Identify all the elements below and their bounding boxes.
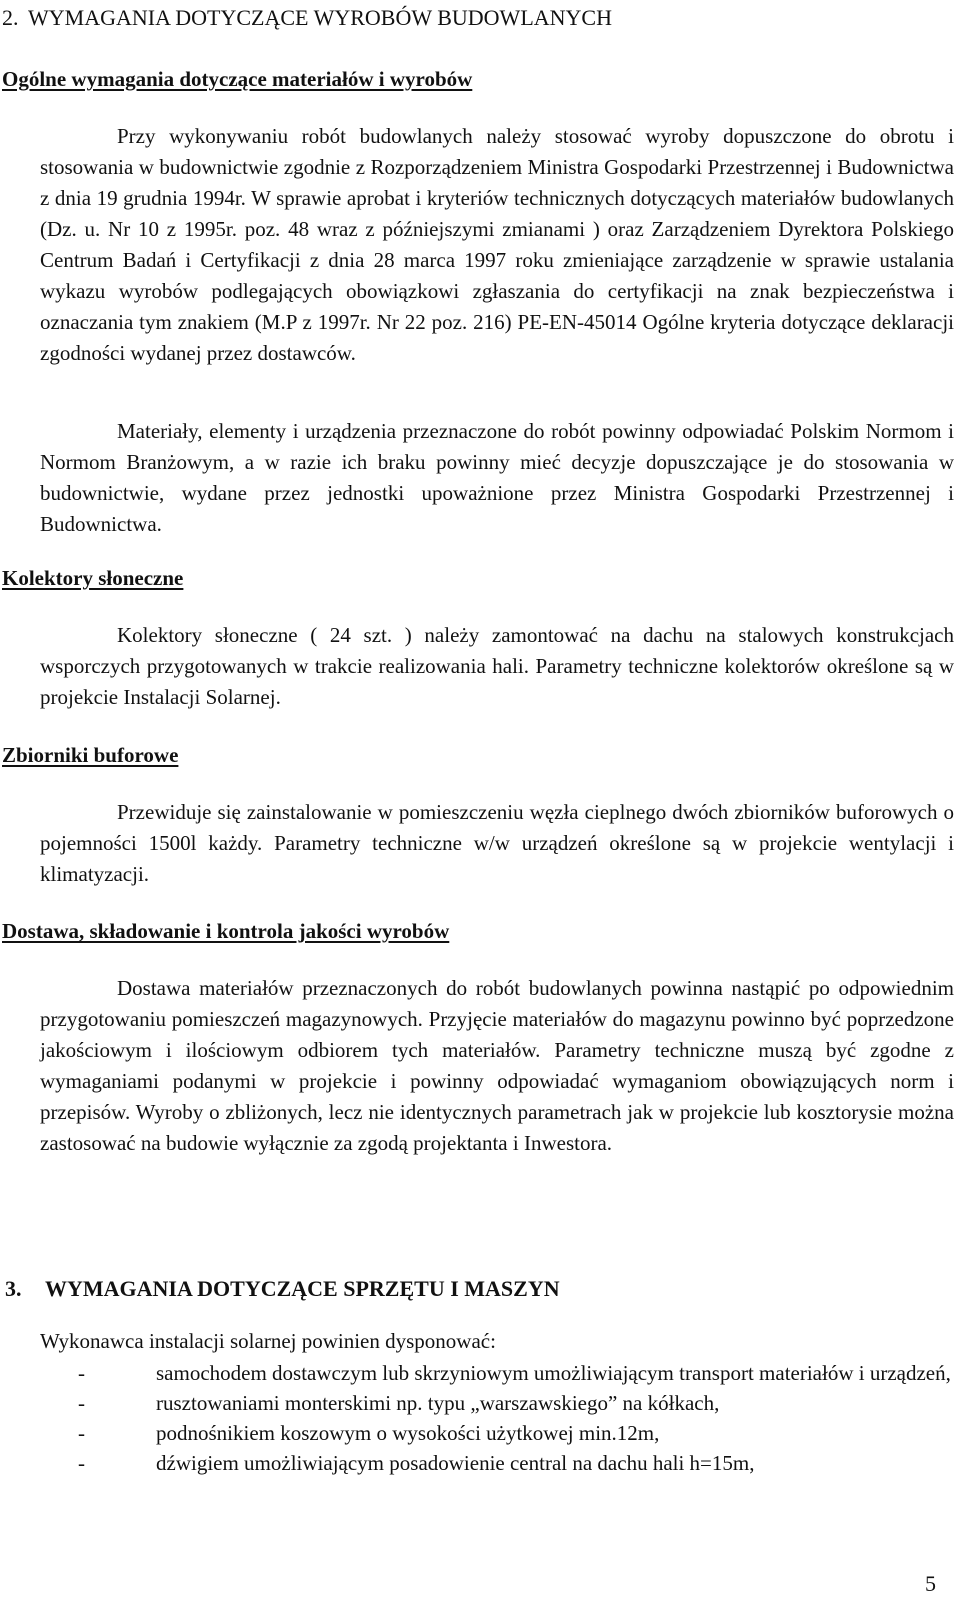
delivery-heading: Dostawa, składowanie i kontrola jakości wyrobów: [2, 919, 450, 943]
page-number: 5: [925, 1571, 936, 1596]
equipment-intro: Wykonawca instalacji solarnej powinien dysponować:: [40, 1329, 496, 1353]
solar-collectors-heading: Kolektory słoneczne: [2, 566, 184, 590]
general-requirements-heading: Ogólne wymagania dotyczące materiałów i wyrobów: [2, 67, 473, 91]
general-requirements-paragraph-1: Przy wykonywaniu robót budowlanych należy stosować wyroby dopuszczone do obrotu i stosowania w budownictwie zgodnie z Rozporządzeniem Ministra Gospodarki Przestrzennej i Budownictwa z dnia 19 grudnia 1994r. W sprawie aprobat i kryteriów technicznych dotyczących materiałów budowlanych (Dz. u. Nr 10 z 1995r. poz. 48 wraz z późniejszymi zmianami ) oraz Zarządzeniem Dyrektora Polskiego Centrum Badań i Certyfikacji z dnia 28 marca 1997 roku zmieniające zarządzenie w sprawie ustalania wykazu wyrobów podlegających obowiązkowi zgłaszania do certyfikacji na znak bezpieczeństwa i oznaczania tym znakiem (M.P z 1997r. Nr 22 poz. 216) PE-EN-45014 Ogólne kryteria dotyczące deklaracji zgodności wydanej przez dostawców.: [40, 124, 954, 365]
general-requirements-paragraph-2: Materiały, elementy i urządzenia przeznaczone do robót powinny odpowiadać Polskim Normom i Normom Branżowym, a w razie ich braku powinny mieć decyzje dopuszczające je do stosowania w budownictwie, wydane przez jednostki upoważnione przez Ministra Gospodarki Przestrzennej i Budownictwa.: [40, 419, 954, 536]
equipment-list: [0, 1358, 954, 1478]
list-item: [0, 1388, 954, 1418]
list-item-text: rusztowaniami monterskimi np. typu „warszawskiego” na kółkach,: [156, 1391, 720, 1415]
list-item: [0, 1418, 954, 1448]
solar-collectors-paragraph: Kolektory słoneczne ( 24 szt. ) należy zamontować na dachu na stalowych konstrukcjach wsporczych przygotowanych w trakcie realizowania hali. Parametry techniczne kolektorów określone są w projekcie Instalacji Solarnej.: [40, 623, 954, 709]
section-2-title: [2, 4, 612, 32]
list-dash: -: [78, 1421, 85, 1445]
section-2-number: 2.: [2, 5, 19, 30]
section-2-title-text: WYMAGANIA DOTYCZĄCE WYROBÓW BUDOWLANYCH: [28, 5, 612, 30]
list-item-text: samochodem dostawczym lub skrzyniowym umożliwiającym transport materiałów i urządzeń,: [156, 1361, 951, 1385]
buffer-tanks-heading: Zbiorniki buforowe: [2, 743, 179, 767]
section-3-number: 3.: [5, 1276, 22, 1301]
list-dash: -: [78, 1451, 85, 1475]
list-item-text: podnośnikiem koszowym o wysokości użytkowej min.12m,: [156, 1421, 660, 1445]
list-dash: -: [78, 1361, 85, 1385]
list-dash: -: [78, 1391, 85, 1415]
section-3-title: [5, 1275, 560, 1303]
list-item-text: dźwigiem umożliwiającym posadowienie central na dachu hali h=15m,: [156, 1451, 755, 1475]
list-item: [0, 1448, 954, 1478]
section-3-title-text: WYMAGANIA DOTYCZĄCE SPRZĘTU I MASZYN: [45, 1276, 560, 1301]
list-item: [0, 1358, 954, 1388]
buffer-tanks-paragraph: Przewiduje się zainstalowanie w pomieszczeniu węzła cieplnego dwóch zbiorników buforowych o pojemności 1500l każdy. Parametry techniczne w/w urządzeń określone są w projekcie wentylacji i klimatyzacji.: [40, 800, 954, 886]
delivery-paragraph: Dostawa materiałów przeznaczonych do robót budowlanych powinna nastąpić po odpowiednim przygotowaniu pomieszczeń magazynowych. Przyjęcie materiałów do magazynu powinno być poprzedzone jakościowym i ilościowym odbiorem tych materiałów. Parametry techniczne muszą być zgodne z wymaganiami podanymi w projekcie i powinny odpowiadać wymaganiom obowiązujących norm i przepisów. Wyroby o zbliżonych, lecz nie identycznych parametrach jak w projekcie lub kosztorysie można zastosować na budowie wyłącznie za zgodą projektanta i Inwestora.: [40, 976, 954, 1155]
